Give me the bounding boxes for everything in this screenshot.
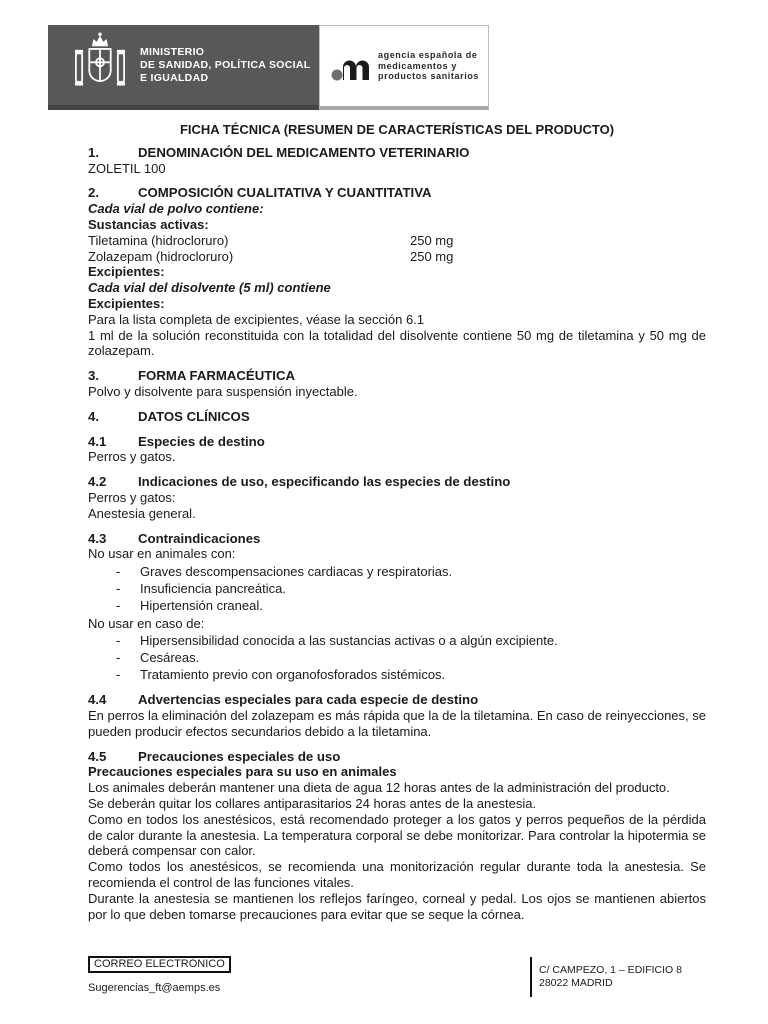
section-4-heading (88, 409, 706, 425)
email-address: Sugerencias_ft@aemps.es (88, 982, 221, 994)
section-title: COMPOSICIÓN CUALITATIVA Y CUANTITATIVA (138, 185, 432, 201)
precautions-paragraph: Los animales deberán mantener una dieta de agua 12 horas antes de la administración del producto. (88, 780, 670, 796)
agency-line: productos sanitarios (378, 71, 480, 82)
section-4-5-heading (88, 749, 706, 765)
powder-intro: Cada vial de polvo contiene: (88, 201, 264, 217)
ministry-line: MINISTERIO (140, 45, 205, 58)
section-4-2-heading (88, 474, 706, 490)
section-number: 4.1 (88, 433, 107, 449)
list-item-text: Graves descompensaciones cardiacas y respiratorias. (140, 563, 453, 579)
precautions-paragraph: Durante la anestesia se mantienen los reflejos faríngeo, corneal y pedal. Los ojos se mantienen abiertos por lo que deben tomarse precauciones para evitar que se seque la córnea. (88, 890, 706, 922)
section-4-1-heading (88, 434, 706, 450)
ministry-line: E IGUALDAD (140, 71, 209, 84)
list-item-text: Insuficiencia pancreática. (140, 580, 286, 596)
list-item-text: Cesáreas. (140, 650, 200, 666)
actives-label: Sustancias activas: (88, 216, 209, 232)
warnings-paragraph: En perros la eliminación del zolazepam es más rápida que la de la tiletamina. En caso de reinyecciones, se pueden producir efectos secundarios debido a la tiletamina. (88, 708, 706, 739)
ministry-logo (48, 25, 319, 110)
section-title: Precauciones especiales de uso (138, 748, 341, 764)
active-substance-row (88, 249, 706, 265)
list-item (88, 581, 706, 597)
footer-contact (88, 956, 231, 994)
target-species: Perros y gatos. (88, 449, 176, 465)
coat-of-arms-icon (74, 32, 126, 98)
section-number: 1. (88, 144, 99, 160)
list-item (88, 598, 706, 614)
section-2-heading (88, 185, 706, 201)
list-item-text: Hipertensión craneal. (140, 598, 263, 614)
section-number: 3. (88, 368, 99, 384)
aemps-am-icon (330, 50, 372, 82)
list-item-text: Hipersensibilidad conocida a las sustancias activas o a algún excipiente. (140, 632, 558, 648)
ministry-name (140, 46, 310, 85)
section-number: 4.2 (88, 474, 107, 490)
section-title: Indicaciones de uso, especificando las especies de destino (138, 474, 511, 490)
section-number: 4. (88, 408, 99, 424)
document-body (88, 122, 706, 922)
substance-amount: 250 mg (410, 248, 454, 264)
section-number: 4.3 (88, 530, 107, 546)
document-title: FICHA TÉCNICA (RESUMEN DE CARACTERÍSTICAS DEL PRODUCTO) (179, 122, 615, 137)
bullet-dash: - (116, 667, 121, 683)
list-item (88, 564, 706, 580)
excipients-note: Para la lista completa de excipientes, véase la sección 6.1 (88, 311, 425, 327)
footer-address (530, 957, 682, 997)
section-title: DENOMINACIÓN DEL MEDICAMENTO VETERINARIO (138, 144, 470, 160)
list-item (88, 650, 706, 666)
substance-name: Tiletamina (hidrocloruro) (88, 232, 229, 248)
address-line: C/ CAMPEZO, 1 – EDIFICIO 8 (539, 964, 682, 976)
address-line: 28022 MADRID (539, 977, 613, 989)
reconstitution-note: 1 ml de la solución reconstituida con la totalidad del disolvente contiene 50 mg de tiletamina y 50 mg de zolazepam. (88, 327, 706, 359)
section-title: Especies de destino (138, 433, 265, 449)
active-substance-row (88, 233, 706, 249)
excipients-label: Excipientes: (88, 264, 165, 280)
bullet-dash: - (116, 632, 121, 648)
substance-name: Zolazepam (hidrocloruro) (88, 248, 234, 264)
substance-amount: 250 mg (410, 232, 454, 248)
section-number: 4.4 (88, 692, 107, 708)
section-title: Contraindicaciones (138, 530, 261, 546)
email-label: CORREO ELECTRÓNICO (88, 956, 231, 973)
bullet-dash: - (116, 563, 121, 579)
section-number: 4.5 (88, 748, 107, 764)
ministry-line: DE SANIDAD, POLÍTICA SOCIAL (140, 58, 311, 71)
section-4-4-heading (88, 692, 706, 708)
contraindications-intro-2: No usar en caso de: (88, 615, 205, 631)
precautions-paragraph: Como en todos los anestésicos, está recomendado proteger a los gatos y perros pequeños de la pérdida de calor durante la anestesia. La temperatura corporal se debe monitorizar. Para controlar la hipotermia se deberá compensar con calor. (88, 811, 706, 859)
aemps-logo (319, 25, 489, 110)
section-number: 2. (88, 185, 99, 201)
list-item (88, 633, 706, 649)
indications-species: Perros y gatos: (88, 489, 176, 505)
pharma-form: Polvo y disolvente para suspensión inyectable. (88, 383, 358, 399)
section-title: FORMA FARMACÉUTICA (138, 368, 296, 384)
section-title: DATOS CLÍNICOS (138, 408, 250, 424)
agency-name (378, 50, 479, 82)
list-item (88, 667, 706, 683)
agency-line: agencia española de (378, 50, 478, 61)
section-4-3-heading (88, 531, 706, 547)
contraindications-intro-1: No usar en animales con: (88, 546, 236, 562)
list-item-text: Tratamiento previo con organofosforados sistémicos. (140, 667, 446, 683)
precautions-paragraph: Como todos los anestésicos, se recomienda una monitorización regular durante toda la anestesia. Se recomienda el control de las funciones vitales. (88, 859, 706, 890)
header-logos (48, 25, 489, 110)
agency-line: medicamentos y (378, 60, 457, 71)
precautions-paragraph: Se deberán quitar los collares antiparasitarios 24 horas antes de la anestesia. (88, 795, 537, 811)
bullet-dash: - (116, 580, 121, 596)
precautions-subheading: Precauciones especiales para su uso en animales (88, 764, 397, 780)
excipients-label-2: Excipientes: (88, 295, 165, 311)
section-title: Advertencias especiales para cada especie de destino (138, 692, 479, 708)
bullet-dash: - (116, 650, 121, 666)
section-1-heading (88, 145, 706, 161)
product-name: ZOLETIL 100 (88, 160, 166, 176)
indications-use: Anestesia general. (88, 505, 196, 521)
section-3-heading (88, 368, 706, 384)
solvent-intro: Cada vial del disolvente (5 ml) contiene (88, 280, 331, 296)
bullet-dash: - (116, 598, 121, 614)
